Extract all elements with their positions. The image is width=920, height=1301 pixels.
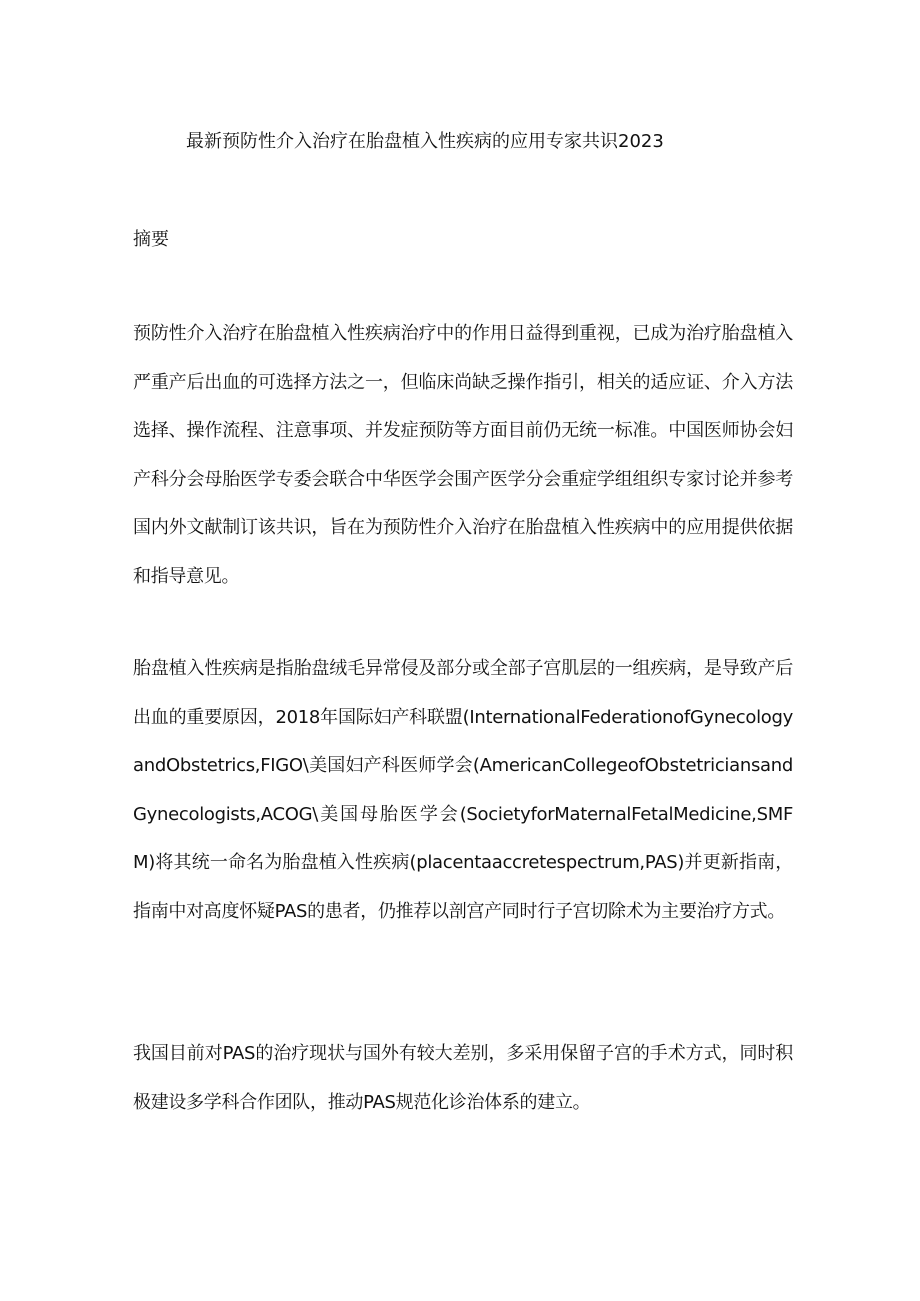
paragraph-pas-definition: 胎盘植入性疾病是指胎盘绒毛异常侵及部分或全部子宫肌层的一组疾病，是导致产后出血的重要原因，2018年国际妇产科联盟(InternationalFederationofGynecologyandObstetrics,FIGO\美国妇产科医师学会(AmericanCollegeofObstetriciansandGynecologists,ACOG\美国母胎医学会(SocietyforMaternalFetalMedicine,SMFM)将其统一命名为胎盘植入性疾病(placentaaccretespectrum,PAS)并更新指南，指南中对高度怀疑PAS的患者，仍推荐以剖宫产同时行子宫切除术为主要治疗方式。	[133, 658, 793, 922]
paragraph-abstract: 预防性介入治疗在胎盘植入性疾病治疗中的作用日益得到重视，已成为治疗胎盘植入严重产后出血的可选择方法之一，但临床尚缺乏操作指引，相关的适应证、介入方法选择、操作流程、注意事项、并发症预防等方面目前仍无统一标准。中国医师协会妇产科分会母胎医学专委会联合中华医学会围产医学分会重症学组组织专家讨论并参考国内外文献制订该共识，旨在为预防性介入治疗在胎盘植入性疾病中的应用提供依据和指导意见。	[133, 323, 793, 587]
abstract-heading: 摘要	[133, 229, 169, 250]
paragraph-china-status: 我国目前对PAS的治疗现状与国外有较大差别，多采用保留子宫的手术方式，同时积极建设多学科合作团队，推动PAS规范化诊治体系的建立。	[133, 1043, 793, 1113]
document-title: 最新预防性介入治疗在胎盘植入性疾病的应用专家共识2023	[186, 131, 664, 152]
